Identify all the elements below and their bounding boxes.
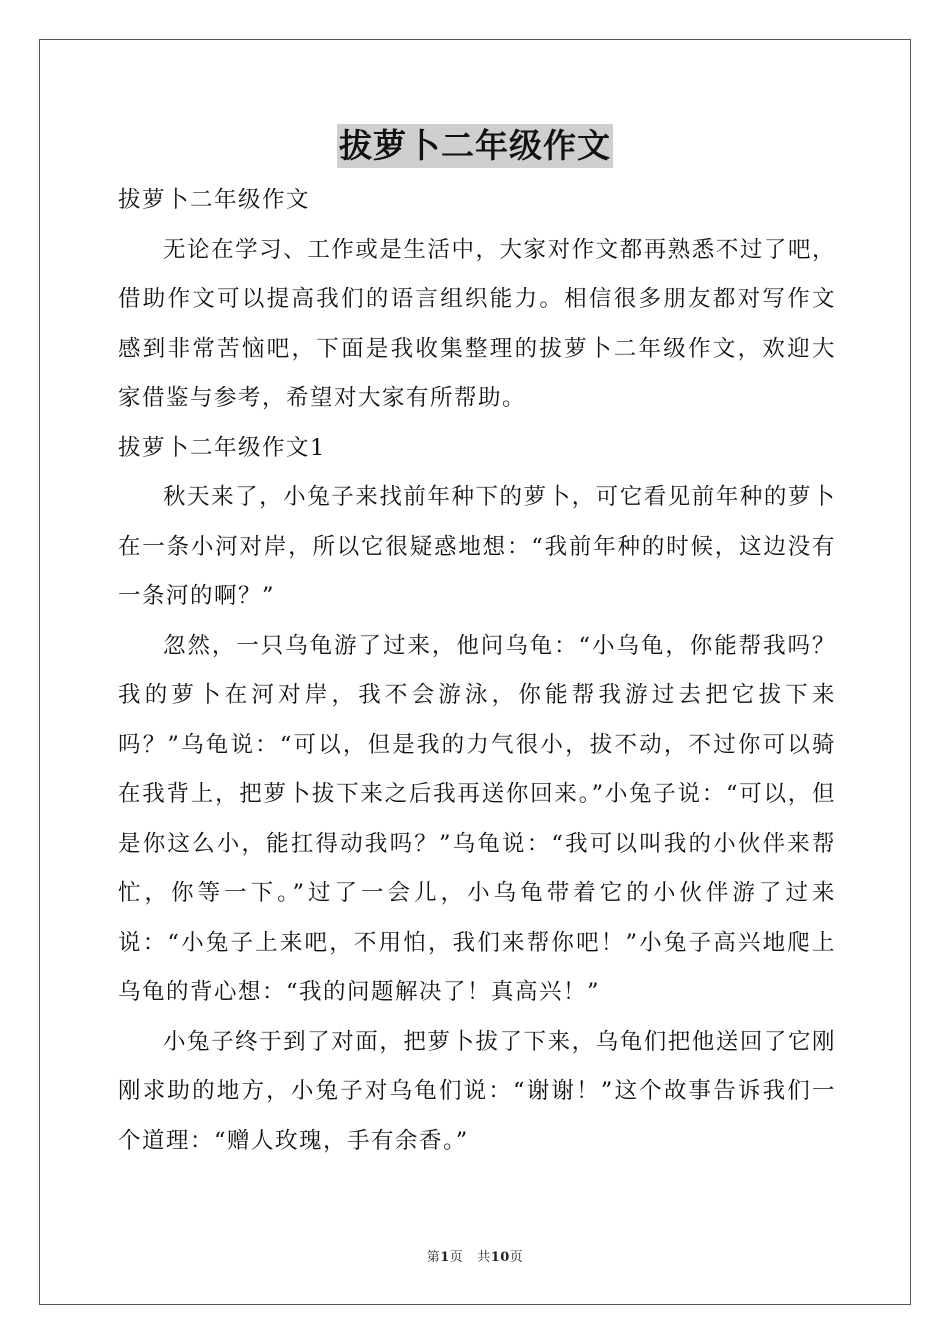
section-heading: 拔萝卜二年级作文1 [118, 434, 326, 461]
footer-total-prefix: 共 [477, 1250, 491, 1265]
body-paragraph: 忽然，一只乌龟游了过来，他问乌龟：“小乌龟，你能帮我吗？我的萝卜在河对岸，我不会游泳，你能帮我游过去把它拔下来吗？”乌龟说：“可以，但是我的力气很小，拔不动，不过你可以骑在我背上，把萝卜拔下来之后我再送你回来。”小兔子说：“可以，但是你这么小，能扛得动我吗？”乌龟说：“我可以叫我的小伙伴来帮忙，你等一下。”过了一会儿，小乌龟带着它的小伙伴游了过来说：“小兔子上来吧，不用怕，我们来帮你吧！”小兔子高兴地爬上乌龟的背心想：“我的问题解决了！真高兴！” [118, 632, 836, 1005]
body-paragraph: 秋天来了，小兔子来找前年种下的萝卜，可它看见前年种的萝卜在一条小河对岸，所以它很疑惑地想：“我前年种的时候，这边没有一条河的啊？” [118, 484, 836, 609]
title-container [0, 124, 950, 168]
page-footer [0, 1246, 950, 1265]
footer-page-suffix: 页 [449, 1250, 464, 1265]
intro-paragraph: 无论在学习、工作或是生活中，大家对作文都再熟悉不过了吧，借助作文可以提高我们的语言组织能力。相信很多朋友都对写作文感到非常苦恼吧，下面是我收集整理的拔萝卜二年级作文，欢迎大家借鉴与参考，希望对大家有所帮助。 [118, 236, 836, 411]
footer-prefix: 第 [426, 1250, 441, 1265]
document-body [118, 176, 836, 1166]
document-subtitle: 拔萝卜二年级作文 [118, 187, 311, 213]
body-paragraph: 小兔子终于到了对面，把萝卜拔了下来，乌龟们把他送回了它刚刚求助的地方，小兔子对乌龟们说：“谢谢！”这个故事告诉我们一个道理：“赠人玫瑰，手有余香。” [118, 1028, 836, 1154]
current-page-number: 1 [440, 1250, 450, 1265]
total-page-number: 10 [490, 1250, 510, 1265]
document-title: 拔萝卜二年级作文 [337, 124, 613, 168]
footer-total-suffix: 页 [509, 1250, 524, 1265]
